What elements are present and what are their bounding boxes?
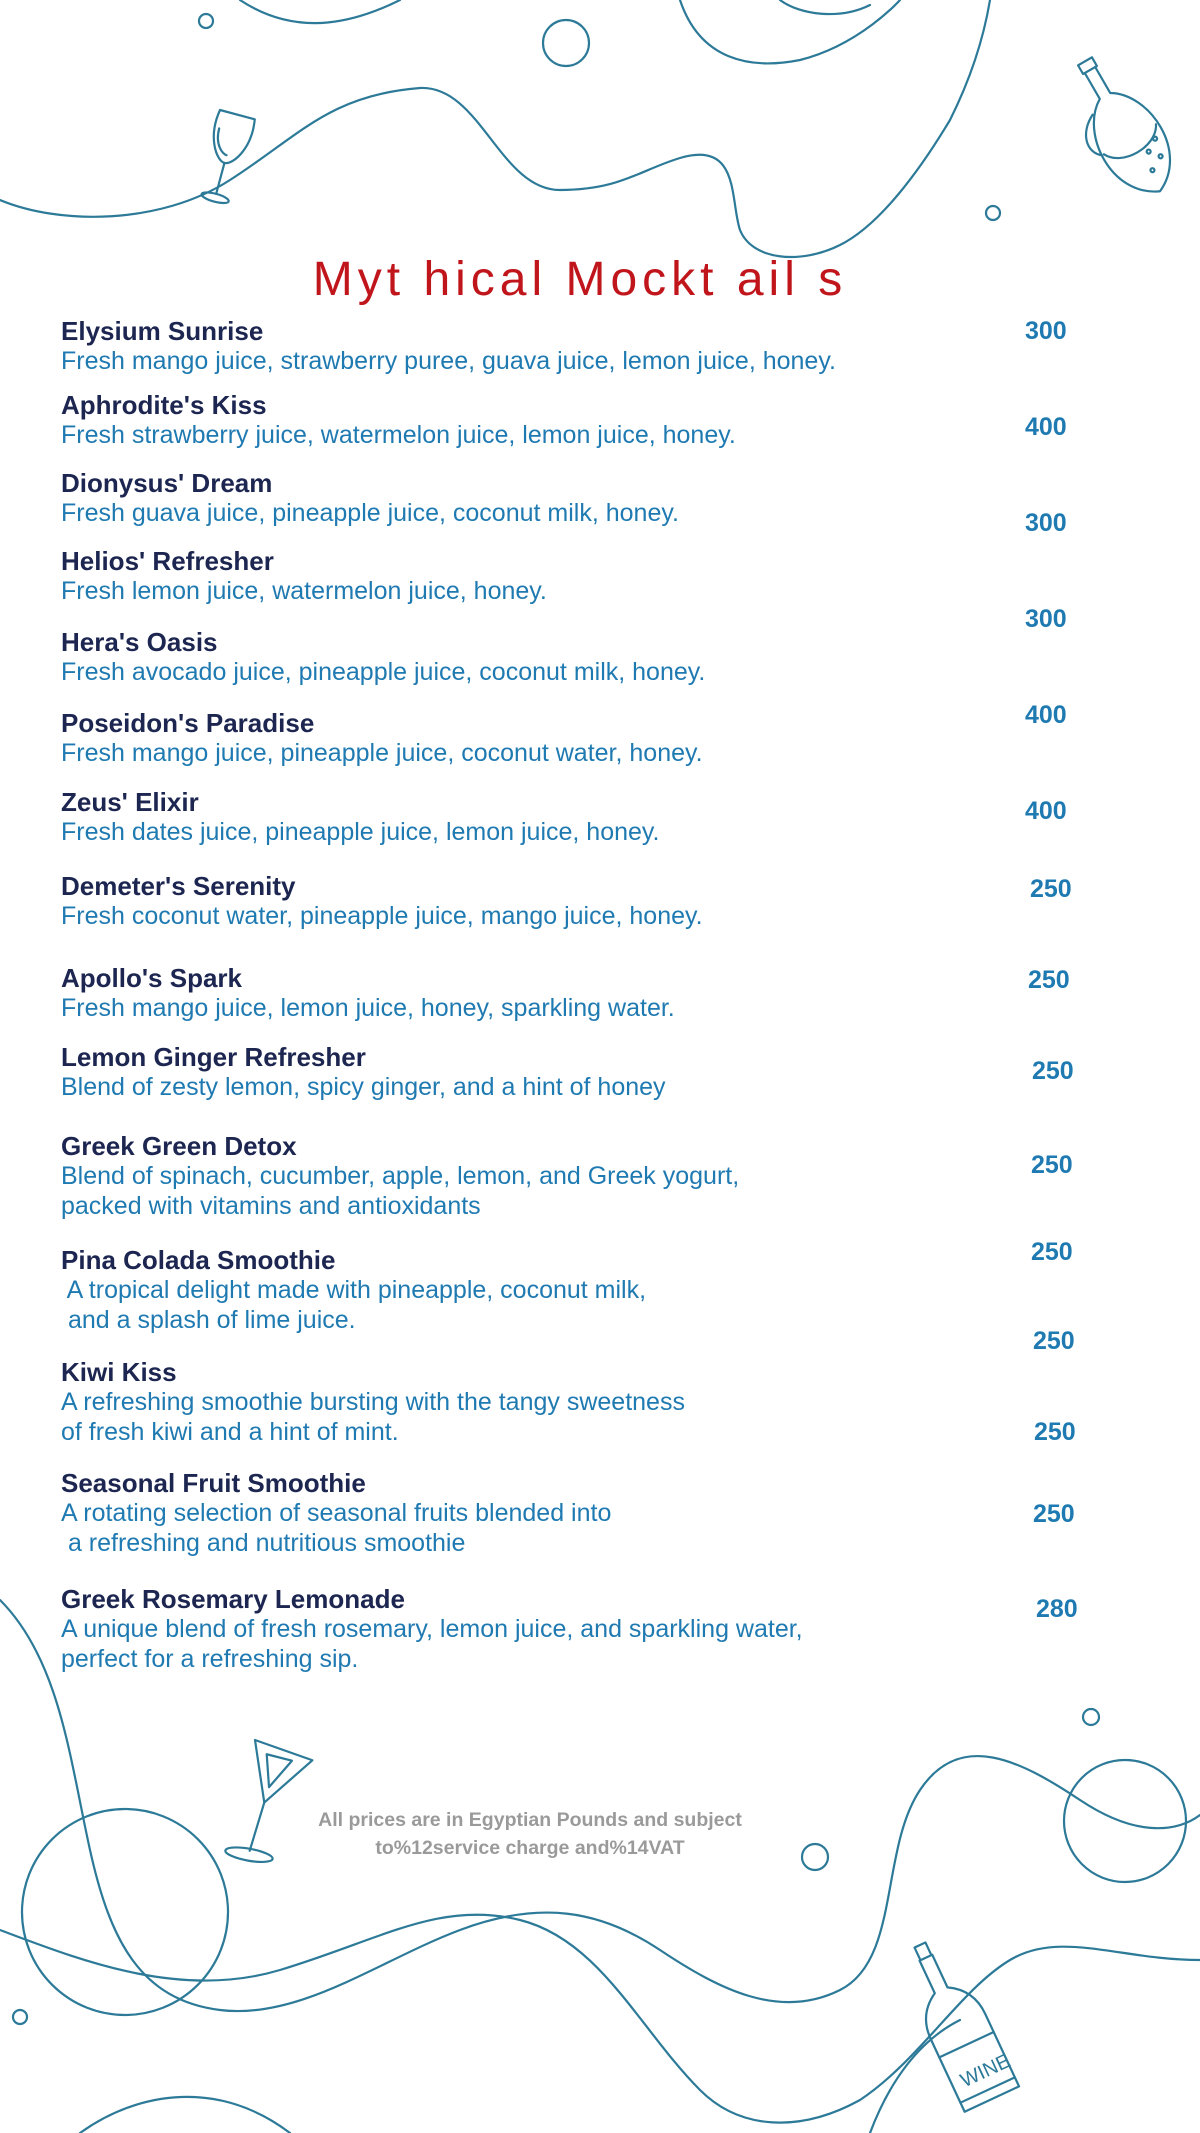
item-price: 250 (1033, 1327, 1075, 1355)
item-description: Fresh mango juice, pineapple juice, coconut water, honey. (61, 739, 703, 767)
menu-item (61, 787, 660, 847)
item-name: Greek Green Detox (61, 1131, 297, 1161)
item-description: A refreshing smoothie bursting with the tangy sweetness of fresh kiwi and a hint of mint. (61, 1388, 685, 1446)
item-price: 300 (1025, 509, 1067, 537)
item-name: Demeter's Serenity (61, 871, 296, 901)
decanter-icon (1051, 45, 1188, 211)
menu-item (61, 1131, 739, 1221)
item-price: 250 (1032, 1057, 1074, 1085)
item-price: 250 (1028, 966, 1070, 994)
menu-item (61, 390, 736, 450)
item-name: Apollo's Spark (61, 963, 242, 993)
item-name: Kiwi Kiss (61, 1357, 177, 1387)
item-name: Greek Rosemary Lemonade (61, 1584, 405, 1614)
menu-item (61, 1468, 611, 1558)
menu-item (61, 871, 703, 931)
wine-glass-icon (196, 110, 256, 207)
menu-item (61, 1584, 803, 1674)
bottom-wave-2 (0, 1915, 1200, 2123)
item-name: Dionysus' Dream (61, 468, 273, 498)
item-description: A unique blend of fresh rosemary, lemon juice, and sparkling water, perfect for a refreshing sip. (61, 1615, 803, 1673)
item-price: 400 (1025, 701, 1067, 729)
top-wave-2 (240, 0, 400, 23)
menu-item (61, 546, 547, 606)
item-price: 250 (1031, 1238, 1073, 1266)
item-description: Fresh dates juice, pineapple juice, lemon juice, honey. (61, 818, 660, 846)
item-name: Aphrodite's Kiss (61, 390, 267, 420)
item-price: 400 (1025, 413, 1067, 441)
item-description: Blend of zesty lemon, spicy ginger, and a hint of honey (61, 1073, 666, 1101)
item-price: 300 (1025, 605, 1067, 633)
disclaimer-line-1: All prices are in Egyptian Pounds and subject (318, 1809, 742, 1831)
item-description: Blend of spinach, cucumber, apple, lemon, and Greek yogurt, packed with vitamins and antioxidants (61, 1162, 740, 1220)
item-price: 250 (1030, 875, 1072, 903)
item-description: Fresh mango juice, lemon juice, honey, sparkling water. (61, 994, 675, 1022)
menu-item (61, 316, 836, 376)
menu-item (61, 708, 703, 768)
item-price: 250 (1034, 1418, 1076, 1446)
menu-item (61, 1357, 685, 1447)
top-wave-3 (680, 0, 900, 63)
item-name: Lemon Ginger Refresher (61, 1042, 366, 1072)
price-disclaimer (300, 1806, 760, 1862)
item-price: 280 (1036, 1595, 1078, 1623)
item-name: Seasonal Fruit Smoothie (61, 1468, 366, 1498)
menu-item (61, 963, 675, 1023)
bottom-wave-4 (870, 2020, 960, 2133)
item-description: Fresh strawberry juice, watermelon juice, lemon juice, honey. (61, 421, 736, 449)
item-price: 250 (1031, 1151, 1073, 1179)
menu-item (61, 1245, 646, 1335)
item-name: Helios' Refresher (61, 546, 274, 576)
item-description: Fresh avocado juice, pineapple juice, coconut milk, honey. (61, 658, 706, 686)
item-description: Fresh mango juice, strawberry puree, guava juice, lemon juice, honey. (61, 347, 836, 375)
top-wave-4 (780, 0, 870, 14)
menu-item (61, 1042, 666, 1102)
item-price: 250 (1033, 1500, 1075, 1528)
item-name: Elysium Sunrise (61, 316, 264, 346)
item-name: Pina Colada Smoothie (61, 1245, 336, 1275)
item-price: 300 (1025, 317, 1067, 345)
menu-title: Myt hical Mockt ail s (312, 253, 848, 306)
item-name: Zeus' Elixir (61, 787, 199, 817)
item-name: Poseidon's Paradise (61, 708, 315, 738)
item-description: Fresh coconut water, pineapple juice, mango juice, honey. (61, 902, 703, 930)
bottom-wave-3 (80, 2097, 290, 2133)
disclaimer-line-2: to%12service charge and%14VAT (375, 1837, 685, 1859)
item-description: A rotating selection of seasonal fruits blended into a refreshing and nutritious smoothie (61, 1499, 612, 1557)
item-description: Fresh guava juice, pineapple juice, coconut milk, honey. (61, 499, 679, 527)
menu-item (61, 627, 705, 687)
menu-item (61, 468, 679, 528)
item-description: Fresh lemon juice, watermelon juice, honey. (61, 577, 547, 605)
bottle-label: WINE (957, 2050, 1014, 2093)
item-description: A tropical delight made with pineapple, coconut milk, and a splash of lime juice. (66, 1276, 647, 1334)
top-wave-1 (0, 0, 990, 257)
item-price: 400 (1025, 797, 1067, 825)
item-name: Hera's Oasis (61, 627, 218, 657)
